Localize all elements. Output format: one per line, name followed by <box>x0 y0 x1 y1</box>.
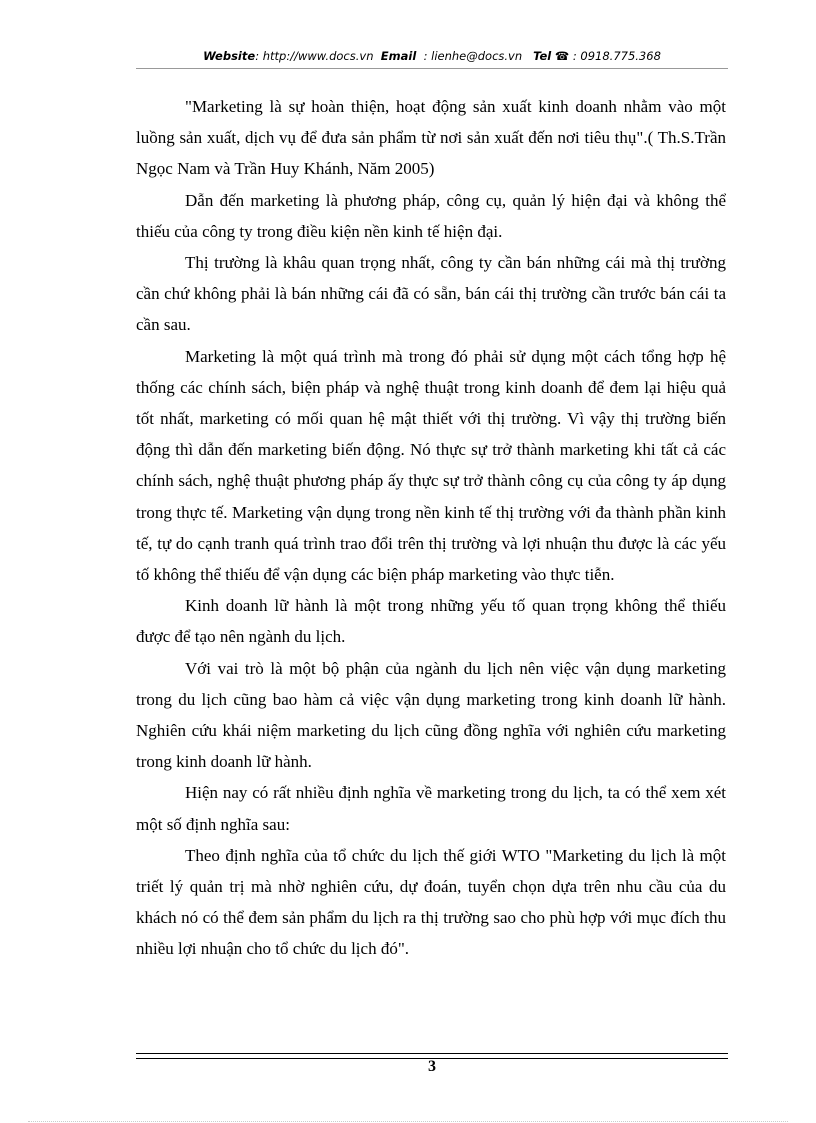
paragraph: Với vai trò là một bộ phận của ngành du lịch nên việc vận dụng marketing trong du lịch cũng bao hàm cả việc vận dụng marketing trong kinh doanh lữ hành. Nghiên cứu khái niệm marketing du lịch cũng đồng nghĩa với nghiên cứu marketing trong kinh doanh lữ hành. <box>136 658 726 772</box>
page-number: 3 <box>428 1058 436 1075</box>
email-label: Email <box>380 49 417 63</box>
page-bottom-edge <box>28 1121 788 1122</box>
tel-value: : 0918.775.368 <box>572 49 661 63</box>
tel-label: Tel <box>533 49 552 63</box>
website-label: Website <box>203 49 256 63</box>
paragraph: Theo định nghĩa của tổ chức du lịch thế giới WTO "Marketing du lịch là một triết lý quản trị mà nhờ nghiên cứu, dự đoán, tuyển chọn dựa trên nhu cầu của du khách nó có thể đem sản phẩm du lịch ra thị trường sao cho phù hợp với mục đích thu nhiều lợi nhuận cho tổ chức du lịch đó". <box>136 845 726 959</box>
page-header <box>136 48 728 64</box>
email-value: : lienhe@docs.vn <box>423 49 523 63</box>
document-body <box>136 91 726 965</box>
paragraph: "Marketing là sự hoàn thiện, hoạt động sản xuất kinh doanh nhằm vào một luồng sản xuất, dịch vụ để đưa sản phẩm từ nơi sản xuất đến nơi tiêu thụ".( Th.S.Trần Ngọc Nam và Trần Huy Khánh, Năm 2005) <box>136 97 726 179</box>
phone-icon: ☎ <box>554 49 570 63</box>
paragraph: Kinh doanh lữ hành là một trong những yếu tố quan trọng không thể thiếu được để tạo nên ngành du lịch. <box>136 596 726 647</box>
paragraph: Dẫn đến marketing là phương pháp, công cụ, quản lý hiện đại và không thể thiếu của công ty trong điều kiện nền kinh tế hiện đại. <box>136 190 726 241</box>
paragraph: Thị trường là khâu quan trọng nhất, công ty cần bán những cái mà thị trường cần chứ không phải là bán những cái đã có sẵn, bán cái thị trường cần trước bán cái ta cần sau. <box>136 253 726 335</box>
paragraph: Marketing là một quá trình mà trong đó phải sử dụng một cách tổng hợp hệ thống các chính sách, biện pháp và nghệ thuật trong kinh doanh để đem lại hiệu quả tốt nhất, marketing có mối quan hệ mật thiết với thị trường. Vì vậy thị trường biến động thì dẫn đến marketing biến động. Nó thực sự trở thành marketing khi tất cả các chính sách, nghệ thuật phương pháp ấy thực sự trở thành công cụ của công ty áp dụng trong thực tế. Marketing vận dụng trong nền kinh tế thị trường với đa thành phần kinh tế, tự do cạnh tranh quá trình trao đổi trên thị trường và lợi nhuận thu được là các yếu tố không thể thiếu để vận dụng các biện pháp marketing vào thực tiễn. <box>136 346 726 585</box>
header-divider <box>136 68 728 69</box>
paragraph: Hiện nay có rất nhiều định nghĩa về marketing trong du lịch, ta có thể xem xét một số định nghĩa sau: <box>136 783 726 834</box>
website-value: : http://www.docs.vn <box>255 49 374 63</box>
